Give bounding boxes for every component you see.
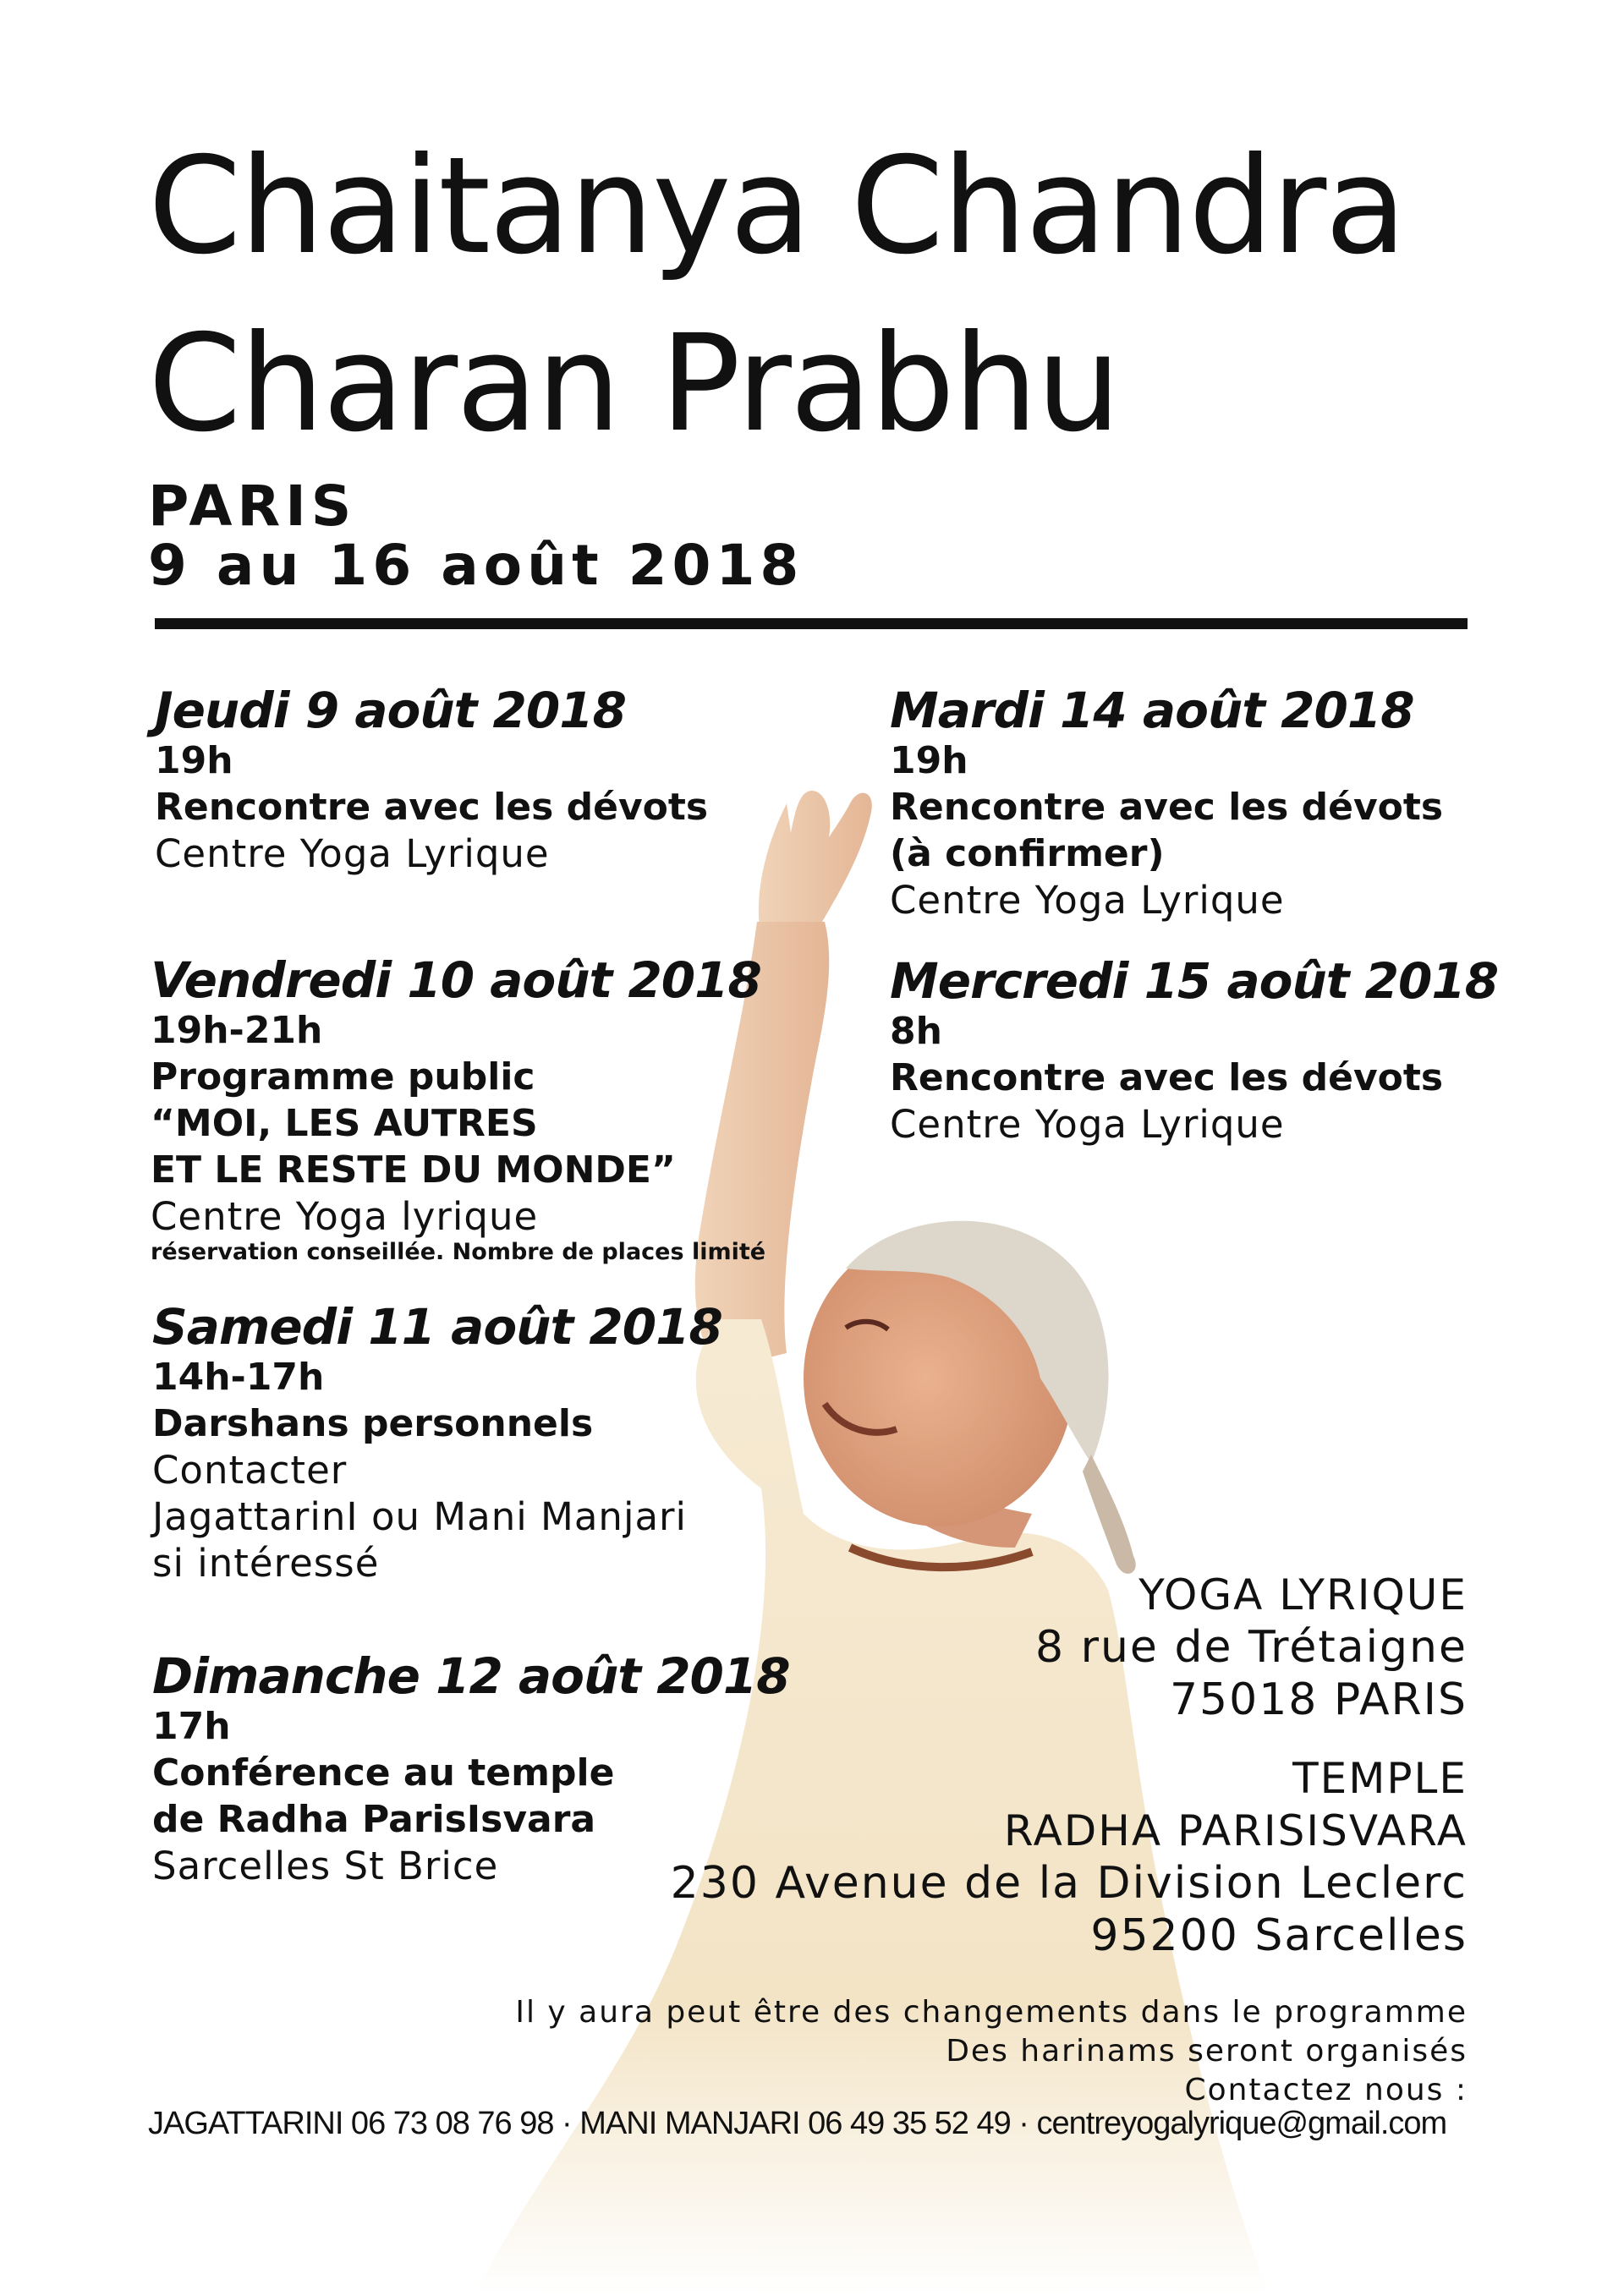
event-date: Dimanche 12 août 2018 — [152, 1647, 790, 1705]
address-line: 75018 PARIS — [1169, 1674, 1468, 1725]
event-place: JagattarinI ou Mani Manjari — [152, 1494, 688, 1539]
event-time: 17h — [152, 1705, 231, 1748]
address-yoga-lyrique — [1035, 1569, 1468, 1726]
page-title-line1: Chaitanya Chandra — [148, 129, 1406, 284]
event-title: de Radha ParisIsvara — [152, 1798, 596, 1841]
event-time: 19h-21h — [151, 1009, 323, 1052]
footer-note: Des harinams seront organisés — [946, 2034, 1468, 2069]
event-date: Vendredi 10 août 2018 — [151, 951, 761, 1009]
event-note: réservation conseillée. Nombre de places limité — [151, 1239, 766, 1265]
event-date: Mercredi 15 août 2018 — [890, 952, 1499, 1010]
event-title: Rencontre avec les dévots — [890, 786, 1444, 829]
address-line: 230 Avenue de la Division Leclerc — [670, 1858, 1468, 1909]
contact-line: JAGATTARINI 06 73 08 76 98 · MANI MANJARI 06 49 35 52 49 · centreyogalyrique@gmail.com — [148, 2106, 1447, 2141]
event-block — [155, 683, 708, 877]
address-temple — [671, 1752, 1468, 1962]
event-time: 19h — [155, 739, 233, 782]
event-block — [890, 683, 1443, 923]
event-block — [890, 954, 1498, 1148]
city-label: PARIS — [148, 474, 357, 539]
event-title: Rencontre avec les dévots — [890, 1056, 1444, 1099]
address-name: TEMPLE — [1292, 1754, 1468, 1803]
event-place: Sarcelles St Brice — [152, 1844, 499, 1888]
event-date: Jeudi 9 août 2018 — [155, 682, 626, 739]
event-title: (à confirmer) — [890, 832, 1165, 875]
event-title: Programme public — [151, 1055, 535, 1099]
event-place: Contacter — [152, 1448, 348, 1493]
footer-note: Il y aura peut être des changements dans le programme — [515, 1995, 1468, 2030]
date-range: 9 au 16 août 2018 — [148, 533, 804, 598]
address-name: RADHA PARISISVARA — [1003, 1806, 1468, 1855]
event-place: Centre Yoga Lyrique — [890, 1102, 1285, 1147]
event-place: Centre Yoga Lyrique — [890, 878, 1285, 923]
event-block — [152, 1300, 722, 1586]
event-title: “MOI, LES AUTRES — [151, 1102, 538, 1145]
footer-note: Contactez nous : — [1184, 2073, 1468, 2107]
event-date: Mardi 14 août 2018 — [890, 682, 1414, 739]
event-title: Conférence au temple — [152, 1751, 615, 1795]
event-time: 19h — [890, 739, 968, 782]
event-title: ET LE RESTE DU MONDE” — [151, 1148, 676, 1192]
event-title: Rencontre avec les dévots — [155, 786, 709, 829]
page-title-line2: Charan Prabhu — [148, 306, 1120, 462]
event-title: Darshans personnels — [152, 1402, 594, 1445]
address-name: YOGA LYRIQUE — [1138, 1570, 1468, 1619]
event-block — [151, 953, 765, 1265]
event-place: Centre Yoga Lyrique — [155, 831, 550, 876]
event-time: 8h — [890, 1010, 942, 1053]
divider — [155, 618, 1468, 629]
event-place: Centre Yoga lyrique — [151, 1194, 539, 1239]
address-line: 8 rue de Trétaigne — [1034, 1622, 1468, 1673]
address-line: 95200 Sarcelles — [1090, 1910, 1468, 1961]
event-time: 14h-17h — [152, 1356, 325, 1399]
event-place: si intéressé — [152, 1541, 380, 1586]
event-date: Samedi 11 août 2018 — [152, 1298, 722, 1356]
